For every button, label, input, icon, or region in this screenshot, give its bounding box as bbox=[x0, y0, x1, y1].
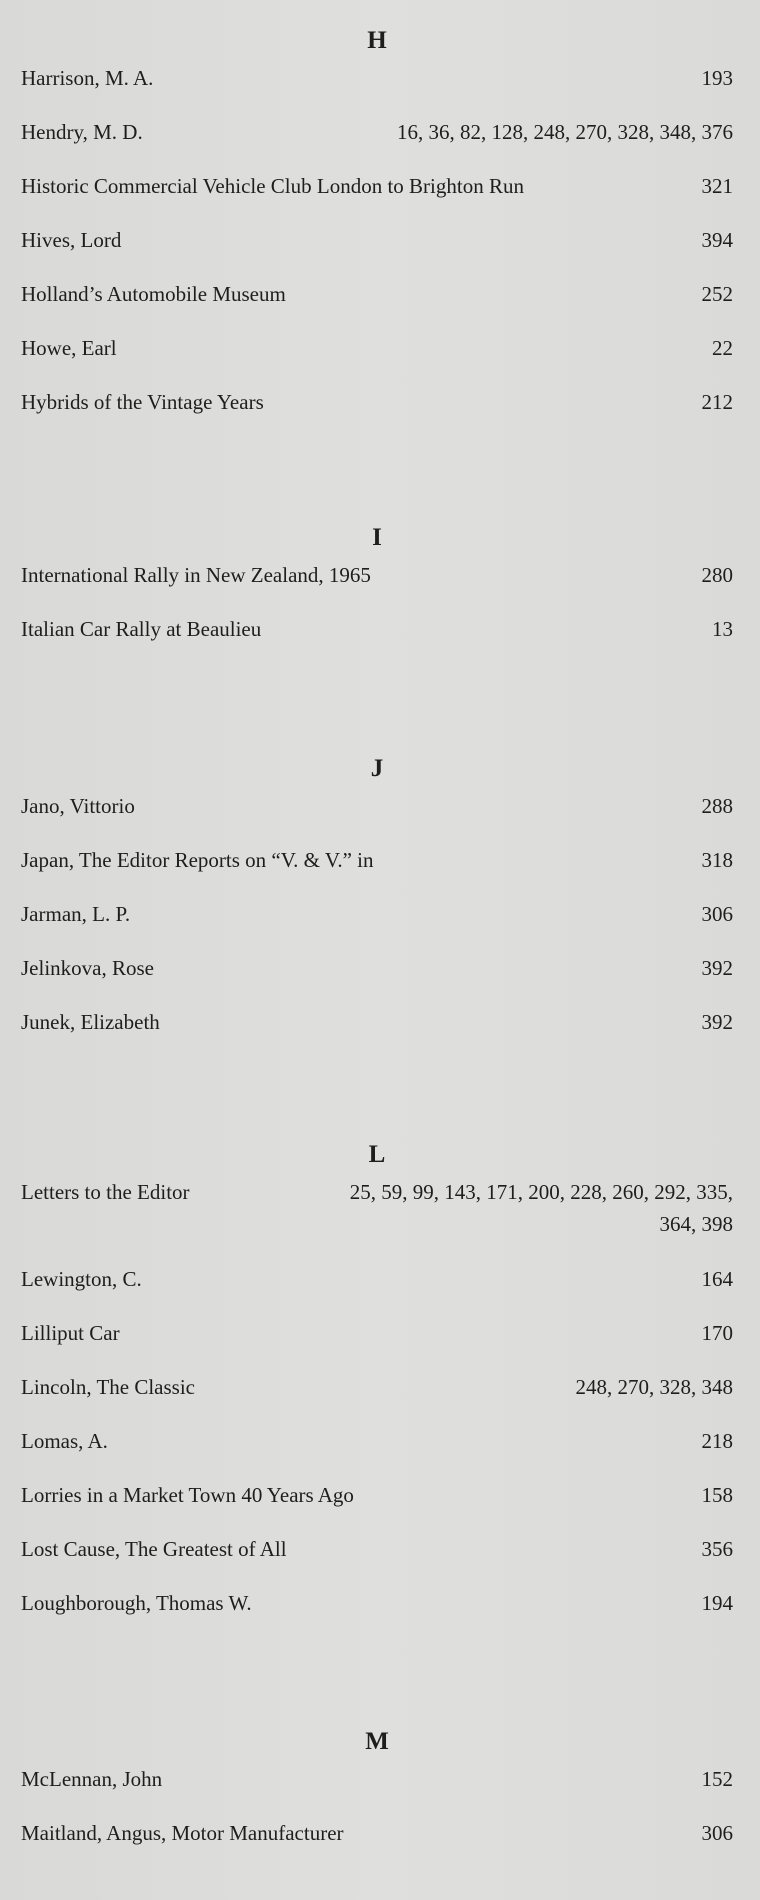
entry-page-numbers: 252 bbox=[701, 282, 733, 306]
index-entry bbox=[21, 1006, 733, 1060]
entry-page-numbers: 392 bbox=[701, 1010, 733, 1034]
section-letter-heading: J bbox=[370, 755, 384, 782]
entry-title: Lomas, A. bbox=[21, 1429, 108, 1453]
index-section-i bbox=[21, 523, 733, 667]
index-entry bbox=[21, 1479, 733, 1533]
entry-title: Jarman, L. P. bbox=[21, 902, 131, 926]
entry-title: Lost Cause, The Greatest of All bbox=[21, 1537, 287, 1561]
entry-page-numbers: 318 bbox=[701, 848, 733, 872]
entry-title: Harrison, M. A. bbox=[21, 66, 154, 90]
entry-title: Lorries in a Market Town 40 Years Ago bbox=[21, 1483, 354, 1507]
entry-title: International Rally in New Zealand, 1965 bbox=[21, 563, 371, 587]
entry-title: Lincoln, The Classic bbox=[21, 1375, 195, 1399]
entry-title: Junek, Elizabeth bbox=[21, 1010, 160, 1034]
entry-title: Lilliput Car bbox=[21, 1321, 120, 1345]
entry-page-numbers: 248, 270, 328, 348 bbox=[575, 1375, 733, 1399]
entry-page-numbers: 321 bbox=[701, 174, 733, 198]
index-section-l bbox=[21, 1140, 733, 1641]
entry-page-numbers: 164 bbox=[701, 1267, 733, 1291]
section-letter-heading: M bbox=[365, 1728, 389, 1755]
entry-page-numbers: 152 bbox=[701, 1767, 733, 1791]
index-entry bbox=[21, 952, 733, 1006]
index-entry bbox=[21, 1817, 733, 1871]
index-entry bbox=[21, 116, 733, 170]
index-entry bbox=[21, 1587, 733, 1641]
entry-page-numbers: 306 bbox=[701, 1821, 733, 1845]
index-entry bbox=[21, 224, 733, 278]
entry-page-numbers: 25, 59, 99, 143, 171, 200, 228, 260, 292, 335, 364, 398 bbox=[349, 1180, 733, 1236]
index-entry bbox=[21, 844, 733, 898]
index-entry bbox=[21, 170, 733, 224]
section-letter-heading: H bbox=[367, 27, 387, 54]
index-entry bbox=[21, 62, 733, 116]
entry-title: Lewington, C. bbox=[21, 1267, 142, 1291]
entry-page-numbers: 212 bbox=[701, 390, 733, 414]
entry-title: Hives, Lord bbox=[21, 228, 122, 252]
index-entry bbox=[21, 613, 733, 667]
section-letter-heading: L bbox=[368, 1141, 386, 1168]
index-entry-list bbox=[21, 1763, 733, 1871]
entry-title: Japan, The Editor Reports on “V. & V.” in bbox=[21, 848, 374, 872]
entry-title: Letters to the Editor bbox=[21, 1180, 190, 1204]
index-entry bbox=[21, 1425, 733, 1479]
entry-page-numbers: 193 bbox=[701, 66, 733, 90]
entry-page-numbers: 22 bbox=[712, 336, 733, 360]
index-entry-list bbox=[21, 62, 733, 440]
entry-page-numbers: 392 bbox=[701, 956, 733, 980]
index-section-h bbox=[21, 26, 733, 440]
entry-title: Loughborough, Thomas W. bbox=[21, 1591, 252, 1615]
index-entry bbox=[21, 559, 733, 613]
entry-title: Howe, Earl bbox=[21, 336, 117, 360]
entry-title: Jelinkova, Rose bbox=[21, 956, 154, 980]
entry-title: Maitland, Angus, Motor Manufacturer bbox=[21, 1821, 344, 1845]
index-entry bbox=[21, 898, 733, 952]
index-entry bbox=[21, 790, 733, 844]
index-entry bbox=[21, 386, 733, 440]
entry-page-numbers: 288 bbox=[701, 794, 733, 818]
index-entry-list bbox=[21, 1176, 733, 1641]
entry-title: Italian Car Rally at Beaulieu bbox=[21, 617, 262, 641]
index-entry bbox=[21, 1263, 733, 1317]
index-entry bbox=[21, 1317, 733, 1371]
entry-title: Jano, Vittorio bbox=[21, 794, 135, 818]
entry-page-numbers: 13 bbox=[712, 617, 733, 641]
index-entry bbox=[21, 1763, 733, 1817]
entry-title: Hendry, M. D. bbox=[21, 120, 143, 144]
section-letter-heading: I bbox=[372, 524, 382, 551]
index-entry bbox=[21, 332, 733, 386]
entry-title: Hybrids of the Vintage Years bbox=[21, 390, 264, 414]
index-entry bbox=[21, 1176, 733, 1263]
index-entry-list bbox=[21, 790, 733, 1060]
index-section-j bbox=[21, 754, 733, 1060]
index-entry bbox=[21, 1533, 733, 1587]
entry-page-numbers: 394 bbox=[701, 228, 733, 252]
entry-title: McLennan, John bbox=[21, 1767, 163, 1791]
entry-page-numbers: 218 bbox=[701, 1429, 733, 1453]
index-entry bbox=[21, 1371, 733, 1425]
entry-page-numbers: 306 bbox=[701, 902, 733, 926]
entry-page-numbers: 16, 36, 82, 128, 248, 270, 328, 348, 376 bbox=[397, 120, 733, 144]
entry-page-numbers: 170 bbox=[701, 1321, 733, 1345]
index-entry bbox=[21, 278, 733, 332]
entry-title: Holland’s Automobile Museum bbox=[21, 282, 286, 306]
entry-page-numbers: 280 bbox=[701, 563, 733, 587]
entry-title: Historic Commercial Vehicle Club London to Brighton Run bbox=[21, 174, 524, 198]
index-section-m bbox=[21, 1727, 733, 1871]
entry-page-numbers: 356 bbox=[701, 1537, 733, 1561]
index-entry-list bbox=[21, 559, 733, 667]
entry-page-numbers: 158 bbox=[701, 1483, 733, 1507]
entry-page-numbers: 194 bbox=[701, 1591, 733, 1615]
